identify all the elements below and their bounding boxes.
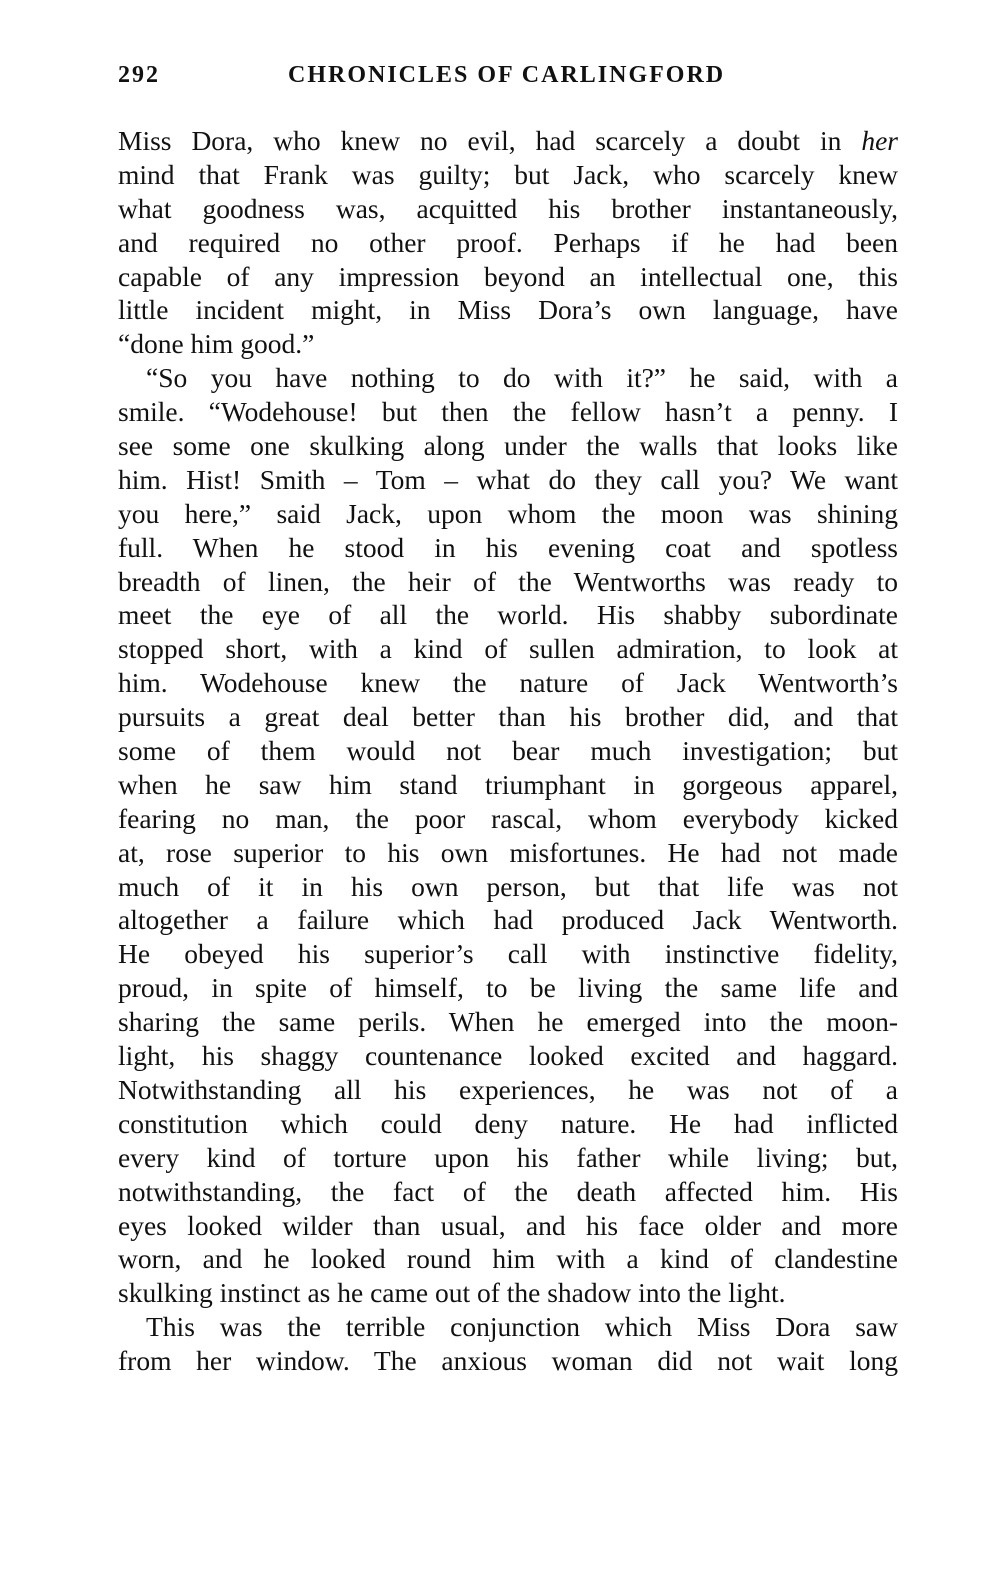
- text-line: light, his shaggy countenance looked excited and haggard.: [118, 1040, 898, 1072]
- italic-word: her: [861, 125, 898, 156]
- text-line: eyes looked wilder than usual, and his face older and more: [118, 1209, 898, 1241]
- page-number: 292: [118, 62, 160, 88]
- body-text: [118, 124, 898, 1378]
- text-line: him. Hist! Smith – Tom – what do they call you? We want: [118, 463, 898, 495]
- text-line: constitution which could deny nature. He had inflicted: [118, 1107, 898, 1139]
- text-line: much of it in his own person, but that life was not: [118, 870, 898, 902]
- text-line: meet the eye of all the world. His shabby subordinate: [118, 599, 898, 631]
- paragraph: [118, 124, 898, 361]
- text-line: breadth of linen, the heir of the Wentworths was ready to: [118, 565, 898, 597]
- running-title: CHRONICLES OF CARLINGFORD: [288, 62, 726, 88]
- text-line: and required no other proof. Perhaps if he had been: [118, 226, 898, 258]
- text-line: smile. “Wodehouse! but then the fellow hasn’t a penny. I: [118, 396, 898, 428]
- text-line: notwithstanding, the fact of the death affected him. His: [118, 1175, 898, 1207]
- text-line: mind that Frank was guilty; but Jack, who scarcely knew: [118, 158, 898, 190]
- text-line: capable of any impression beyond an intellectual one, this: [118, 260, 898, 292]
- text-line: him. Wodehouse knew the nature of Jack Wentworth’s: [118, 667, 898, 699]
- text-line: fearing no man, the poor rascal, whom everybody kicked: [118, 802, 898, 834]
- text-line: This was the terrible conjunction which Miss Dora saw: [146, 1311, 898, 1343]
- text-line: full. When he stood in his evening coat and spotless: [118, 531, 898, 563]
- text-line: stopped short, with a kind of sullen admiration, to look at: [118, 633, 898, 665]
- text-line: some of them would not bear much investigation; but: [118, 735, 898, 767]
- text-line: what goodness was, acquitted his brother instantaneously,: [118, 192, 898, 224]
- text-line: He obeyed his superior’s call with instinctive fidelity,: [118, 938, 898, 970]
- text-line: skulking instinct as he came out of the shadow into the light.: [118, 1277, 786, 1309]
- text-line: little incident might, in Miss Dora’s own language, have: [118, 294, 898, 326]
- text-line: see some one skulking along under the walls that looks like: [118, 430, 898, 462]
- text-line: worn, and he looked round him with a kind of clandestine: [118, 1243, 898, 1275]
- text-line: at, rose superior to his own misfortunes. He had not made: [118, 836, 898, 868]
- text-line: when he saw him stand triumphant in gorgeous apparel,: [118, 768, 898, 800]
- text-line: “So you have nothing to do with it?” he said, with a: [146, 362, 898, 394]
- text-line: you here,” said Jack, upon whom the moon was shining: [118, 497, 898, 529]
- text-line: altogether a failure which had produced Jack Wentworth.: [118, 904, 898, 936]
- text-line: from her window. The anxious woman did not wait long: [118, 1345, 898, 1377]
- text-line: Notwithstanding all his experiences, he was not of a: [118, 1073, 898, 1105]
- text-line: proud, in spite of himself, to be living the same life and: [118, 972, 898, 1004]
- paragraph: [118, 361, 898, 1310]
- paragraph: [118, 1310, 898, 1378]
- text-line: sharing the same perils. When he emerged into the moon-: [118, 1006, 898, 1038]
- text-line: pursuits a great deal better than his brother did, and that: [118, 701, 898, 733]
- text-line: Miss Dora, who knew no evil, had scarcely a doubt in her: [118, 125, 898, 156]
- text-line: every kind of torture upon his father while living; but,: [118, 1141, 898, 1173]
- text-line: “done him good.”: [118, 328, 315, 360]
- running-header: [118, 62, 900, 102]
